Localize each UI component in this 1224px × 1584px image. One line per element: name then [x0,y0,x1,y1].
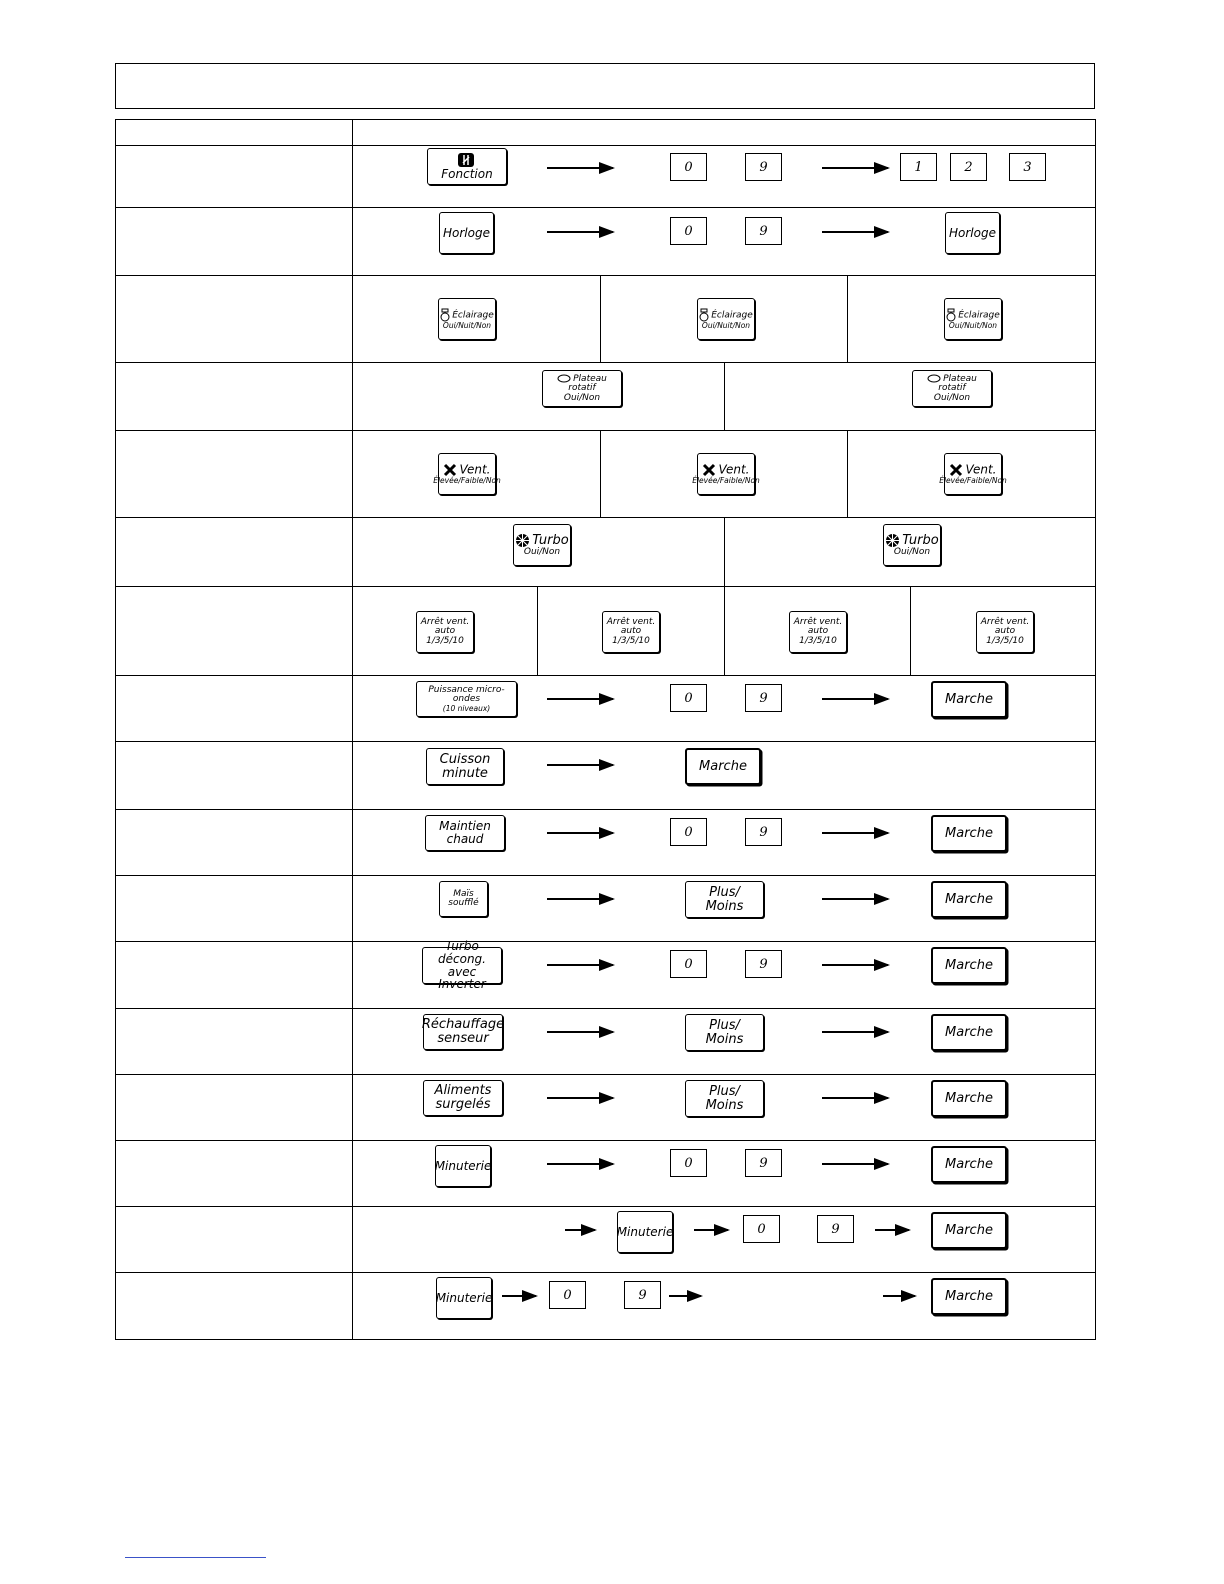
table-row [116,430,1095,517]
arrow [822,1097,888,1099]
digit-9-key[interactable]: 9 [745,950,782,978]
table-header-row [116,120,1095,145]
arrow [547,1097,613,1099]
arrow [669,1295,701,1297]
marche-button[interactable]: Marche [931,947,1007,984]
fan-icon [443,463,457,477]
operations-table [115,119,1096,1340]
minuterie-key[interactable]: Minuterie [435,1145,491,1187]
arrow [547,832,613,834]
table-row [116,741,1095,809]
minuterie-key[interactable]: Minuterie [436,1277,492,1319]
plus-moins-key[interactable]: Plus/ Moins [685,1080,764,1117]
plus-moins-key[interactable]: Plus/ Moins [685,881,764,918]
vent-key[interactable]: Vent. Élevée/Faible/Non [944,453,1002,495]
marche-button[interactable]: Marche [685,748,761,785]
digit-3-key[interactable]: 3 [1009,153,1046,181]
cuisson-minute-key[interactable]: Cuisson minute [426,748,504,785]
eclairage-key[interactable]: Éclairage Oui/Nuit/Non [697,298,755,340]
arrow [822,231,888,233]
arrow [547,167,613,169]
lamp-icon [440,308,450,322]
table-row [116,1008,1095,1074]
arrow [822,1163,888,1165]
digit-9-key[interactable]: 9 [745,153,782,181]
marche-button[interactable]: Marche [931,1278,1007,1315]
lamp-icon [946,308,956,322]
table-row [116,207,1095,275]
digit-0-key[interactable]: 0 [670,153,707,181]
turntable-icon [927,374,941,383]
turbo-icon [885,533,900,548]
table-row [116,941,1095,1008]
arrow [547,698,613,700]
arrow [547,964,613,966]
digit-9-key[interactable]: 9 [745,217,782,245]
arret-vent-auto-key[interactable]: Arrêt vent. auto 1/3/5/10 [416,611,474,653]
function-icon [457,152,475,168]
table-row [116,517,1095,586]
table-row [116,675,1095,741]
digit-0-key[interactable]: 0 [670,1149,707,1177]
turbo-key[interactable]: Turbo Oui/Non [883,524,941,566]
table-row [116,586,1095,675]
table-row [116,875,1095,941]
arret-vent-auto-key[interactable]: Arrêt vent. auto 1/3/5/10 [976,611,1034,653]
plateau-key[interactable]: Plateau rotatif Oui/Non [912,370,992,407]
digit-9-key[interactable]: 9 [817,1215,854,1243]
vent-key[interactable]: Vent. Élevée/Faible/Non [697,453,755,495]
puissance-key[interactable]: Puissance micro-ondes (10 niveaux) [416,681,517,717]
arrow [565,1229,595,1231]
horloge-key[interactable]: Horloge [439,212,494,254]
digit-0-key[interactable]: 0 [670,818,707,846]
arrow [822,698,888,700]
arrow [883,1295,915,1297]
digit-9-key[interactable]: 9 [624,1281,661,1309]
digit-2-key[interactable]: 2 [950,153,987,181]
arrow [822,1031,888,1033]
minuterie-key[interactable]: Minuterie [617,1211,673,1253]
eclairage-key[interactable]: Éclairage Oui/Nuit/Non [438,298,496,340]
digit-9-key[interactable]: 9 [745,1149,782,1177]
turbo-icon [515,533,530,548]
title-box [115,63,1095,109]
marche-button[interactable]: Marche [931,1080,1007,1117]
mais-souffle-key[interactable]: Maïs soufflé [439,881,488,917]
table-row [116,275,1095,362]
digit-9-key[interactable]: 9 [745,818,782,846]
vent-key[interactable]: Vent. Élevée/Faible/Non [438,453,496,495]
arrow [547,764,613,766]
digit-0-key[interactable]: 0 [670,950,707,978]
table-row [116,145,1095,207]
lamp-icon [699,308,709,322]
table-row [116,1206,1095,1272]
table-row [116,809,1095,875]
arrow [502,1295,536,1297]
maintien-chaud-key[interactable]: Maintien chaud [425,815,505,851]
marche-button[interactable]: Marche [931,1014,1007,1051]
table-row [116,1272,1095,1339]
fan-icon [702,463,716,477]
arrow [547,1163,613,1165]
fan-icon [949,463,963,477]
marche-button[interactable]: Marche [931,815,1007,852]
arret-vent-auto-key[interactable]: Arrêt vent. auto 1/3/5/10 [789,611,847,653]
digit-1-key[interactable]: 1 [900,153,937,181]
digit-0-key[interactable]: 0 [670,217,707,245]
plus-moins-key[interactable]: Plus/ Moins [685,1014,764,1051]
digit-0-key[interactable]: 0 [670,684,707,712]
marche-button[interactable]: Marche [931,681,1007,718]
rechauffage-senseur-key[interactable]: Réchauffage senseur [423,1014,503,1050]
arrow [547,898,613,900]
table-row [116,1074,1095,1140]
header-label-cell [116,120,353,145]
fonction-key[interactable]: Fonction [427,148,507,185]
table-row [116,362,1095,430]
plateau-key[interactable]: Plateau rotatif Oui/Non [542,370,622,407]
arrow [547,231,613,233]
horloge-key[interactable]: Horloge [945,212,1000,254]
marche-button[interactable]: Marche [931,881,1007,918]
footer-rule [125,1557,266,1558]
arrow [822,167,888,169]
digit-0-key[interactable]: 0 [549,1281,586,1309]
aliments-surgeles-key[interactable]: Aliments surgelés [423,1080,503,1116]
arret-vent-auto-key[interactable]: Arrêt vent. auto 1/3/5/10 [602,611,660,653]
digit-9-key[interactable]: 9 [745,684,782,712]
turbo-key[interactable]: Turbo Oui/Non [513,524,571,566]
arrow [822,898,888,900]
arrow [694,1229,728,1231]
digit-0-key[interactable]: 0 [743,1215,780,1243]
marche-button[interactable]: Marche [931,1146,1007,1183]
eclairage-key[interactable]: Éclairage Oui/Nuit/Non [944,298,1002,340]
arrow [822,964,888,966]
turbo-decong-key[interactable]: Turbo décong. avec Inverter [422,947,502,984]
arrow [547,1031,613,1033]
arrow [875,1229,909,1231]
marche-button[interactable]: Marche [931,1212,1007,1249]
turntable-icon [557,374,571,383]
arrow [822,832,888,834]
table-row [116,1140,1095,1206]
